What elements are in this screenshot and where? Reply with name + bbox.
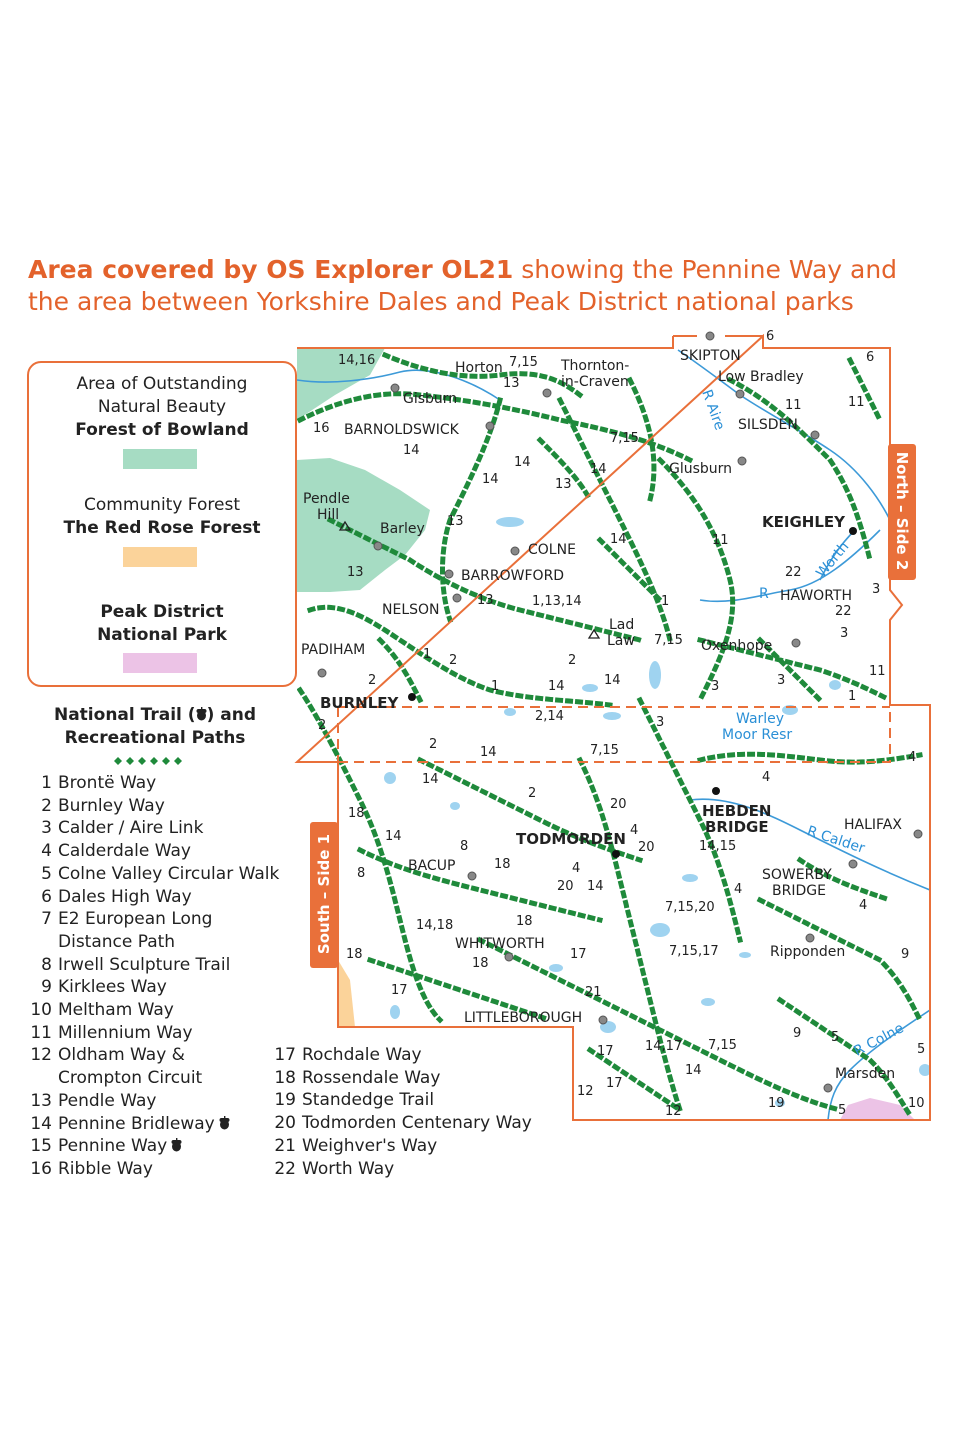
place-padiham: PADIHAM [301, 642, 366, 658]
tab-south-side-1 [310, 822, 338, 968]
place-barnoldswick: BARNOLDSWICK [344, 422, 459, 438]
place-littleborough: LITTLEBOROUGH [464, 1010, 583, 1026]
route-number-label: 8 [357, 866, 366, 881]
route-number-label: 11 [785, 398, 802, 413]
route-number-label: 3 [872, 582, 881, 597]
community-forest-area [338, 960, 355, 1027]
place-horton: Horton [455, 360, 503, 376]
trail-name: Calderdale Way [58, 841, 191, 862]
route-number-label: 7,15 [654, 633, 683, 648]
place-barley: Barley [380, 521, 425, 537]
trail-name: Colne Valley Circular Walk [58, 863, 280, 884]
trail-name: Ribble Way [58, 1158, 153, 1179]
route-number-label: 8 [460, 839, 469, 854]
trail-name: Oldham Way & [58, 1045, 185, 1066]
trail-name: Kirklees Way [58, 977, 167, 998]
route-number-label: 18 [348, 806, 365, 821]
route-number-label: 6 [766, 329, 775, 344]
route-number-label: 7,15 [590, 743, 619, 758]
aonb-line2: Natural Beauty [97, 397, 227, 417]
route-number-label: 14,15 [699, 839, 737, 854]
trail-number: 8 [41, 954, 52, 975]
place-hebden-1: HEBDEN [702, 802, 772, 820]
trail-number: 4 [41, 841, 52, 862]
route-number-label: 18 [346, 947, 363, 962]
route-number-label: 7,15,20 [665, 900, 715, 915]
route-number-label: 4 [908, 750, 917, 765]
tab-north-label: North – Side 2 [893, 451, 911, 571]
route-number-label: 1 [661, 594, 670, 609]
place-low-bradley: Low Bradley [718, 369, 804, 385]
route-number-label: 22 [835, 604, 852, 619]
river-colne: R Colne [851, 1020, 907, 1060]
route-number-label: 14 [587, 879, 604, 894]
place-lad-2: Law [607, 633, 635, 649]
place-warley-1: Warley [736, 711, 785, 727]
route-number-label: 6 [866, 350, 875, 365]
trail-number: 1 [41, 773, 52, 793]
trail-name: Distance Path [58, 931, 176, 952]
trail-number: 13 [30, 1090, 52, 1111]
place-ripponden: Ripponden [770, 944, 846, 960]
trail-number: 6 [41, 886, 52, 907]
trail-name: Standedge Trail [302, 1090, 435, 1111]
route-number-label: 1 [848, 689, 857, 704]
route-number-label: 19 [768, 1096, 785, 1111]
route-number-label: 9 [793, 1026, 802, 1041]
trail-number: 18 [274, 1067, 296, 1088]
route-number-label: 5 [917, 1042, 926, 1057]
trail-name: Millennium Way [58, 1022, 193, 1043]
route-number-label: 2,14 [535, 709, 564, 724]
tab-south-label: South – Side 1 [315, 833, 333, 955]
trail-name: Meltham Way [58, 1000, 174, 1020]
trail-number: 12 [30, 1045, 52, 1066]
route-number-label: 13 [477, 593, 494, 608]
route-number-label: 11 [869, 664, 886, 679]
place-pendle-1: Pendle [303, 491, 350, 507]
trail-name: Dales High Way [58, 886, 192, 907]
route-number-label: 22 [785, 565, 802, 580]
trail-name: Brontë Way [58, 773, 157, 793]
trail-name: Rossendale Way [302, 1067, 441, 1088]
route-number-label: 7,15,17 [669, 944, 719, 959]
route-number-label: 7,15 [708, 1038, 737, 1053]
peak-line1: Peak District [100, 602, 224, 622]
route-number-label: 2 [528, 786, 537, 801]
trail-name: Pendle Way [58, 1090, 157, 1111]
trail-name: Pennine Bridleway [58, 1113, 215, 1134]
map-title-bold: Area covered by OS Explorer OL21 [28, 255, 514, 284]
route-number-label: 4 [859, 898, 868, 913]
place-lad-1: Lad [609, 617, 635, 633]
place-barrowford: BARROWFORD [461, 568, 565, 584]
place-skipton: SKIPTON [680, 348, 741, 364]
trail-name: Worth Way [302, 1158, 395, 1179]
trail-number: 16 [30, 1158, 52, 1179]
river-calder: R Calder [804, 823, 867, 857]
trail-number: 19 [274, 1090, 296, 1111]
trail-number: 9 [41, 977, 52, 998]
trail-name: E2 European Long [58, 909, 213, 930]
trail-number: 11 [30, 1022, 52, 1043]
trails-title-a: National Trail ( [53, 705, 196, 725]
map-area-fill [297, 348, 931, 1120]
route-number-label: 2 [429, 737, 438, 752]
route-number-label: 3 [840, 626, 849, 641]
route-number-label: 14 [685, 1063, 702, 1078]
trail-number: 7 [41, 909, 52, 930]
place-gisburn: Gisburn [403, 391, 458, 407]
route-number-label: 3 [656, 715, 665, 730]
route-number-label: 18 [494, 857, 511, 872]
place-oxenhope: Oxenhope [701, 638, 773, 654]
route-number-label: 13 [503, 376, 520, 391]
place-haworth: HAWORTH [780, 588, 852, 604]
river-worth: Worth [813, 538, 853, 582]
route-number-label: 2 [449, 653, 458, 668]
route-number-label: 2 [368, 673, 377, 688]
route-number-label: 10 [908, 1096, 925, 1111]
trails-title-b: ) and [206, 705, 256, 725]
route-number-label: 14 [482, 472, 499, 487]
trail-name: Burnley Way [58, 795, 165, 816]
route-number-label: 14,16 [338, 353, 376, 368]
route-number-label: 14 [480, 745, 497, 760]
map-title-rest: showing the Pennine Way and the area between Yorkshire Dales and Peak District national parks [28, 255, 898, 316]
route-number-label: 7,15 [509, 355, 538, 370]
route-number-label: 5 [831, 1030, 840, 1045]
trail-number: 3 [41, 818, 52, 839]
route-number-label: 2 [568, 653, 577, 668]
route-number-label: 14,17 [645, 1039, 683, 1054]
community-line1: Community Forest [84, 495, 240, 515]
place-thornton-1: Thornton- [561, 358, 630, 374]
recreational-paths [300, 355, 920, 1115]
trail-name: Crompton Circuit [58, 1068, 203, 1089]
route-number-label: 14 [610, 532, 627, 547]
route-number-label: 21 [585, 985, 602, 1000]
trail-number: 10 [30, 1000, 52, 1020]
aonb-line1: Area of Outstanding [76, 374, 248, 394]
place-sowerby-2: BRIDGE [772, 883, 826, 899]
trail-number: 5 [41, 863, 52, 884]
route-number-label: 7,15 [610, 431, 639, 446]
route-number-label: 14 [548, 679, 565, 694]
route-number-label: 2 [318, 718, 327, 733]
place-thornton-2: in-Craven [561, 374, 629, 390]
route-number-label: 4 [572, 861, 581, 876]
place-whitworth: WHITWORTH [455, 936, 545, 952]
route-number-label: 4 [734, 882, 743, 897]
place-pendle-2: Hill [317, 507, 340, 523]
place-hebden-2: BRIDGE [705, 818, 769, 836]
trail-name: Irwell Sculpture Trail [58, 954, 231, 975]
river-r: R [759, 586, 769, 602]
route-number-label: 1,13,14 [532, 594, 582, 609]
route-number-label: 17 [597, 1044, 614, 1059]
route-number-label: 13 [347, 565, 364, 580]
route-number-label: 11 [848, 395, 865, 410]
route-number-label: 14 [422, 772, 439, 787]
trail-name: Weighver's Way [302, 1135, 438, 1156]
route-number-label: 14 [604, 673, 621, 688]
route-number-label: 1 [423, 647, 432, 662]
place-marsden: Marsden [835, 1066, 896, 1082]
place-burnley: BURNLEY [320, 694, 399, 712]
route-number-label: 17 [391, 983, 408, 998]
route-number-label: 20 [638, 840, 655, 855]
route-number-label: 9 [901, 947, 910, 962]
trail-number: 15 [30, 1136, 52, 1157]
route-number-label: 12 [665, 1104, 682, 1119]
place-halifax: HALIFAX [844, 817, 902, 833]
place-warley-2: Moor Resr [722, 727, 793, 743]
river-aire: R Aire [698, 387, 728, 433]
trail-name: Rochdale Way [302, 1045, 422, 1065]
route-number-label: 20 [610, 797, 627, 812]
community-name: The Red Rose Forest [63, 518, 261, 538]
route-number-label: 13 [555, 477, 572, 492]
route-number-label: 13 [447, 514, 464, 529]
route-number-label: 17 [570, 947, 587, 962]
trail-number: 22 [274, 1158, 296, 1179]
route-number-label: 14 [385, 829, 402, 844]
tab-north-side-2 [888, 444, 916, 580]
place-glusburn: Glusburn [669, 461, 733, 477]
place-silsden: SILSDEN [738, 417, 798, 433]
route-number-label: 18 [472, 956, 489, 971]
route-number-label: 14 [514, 455, 531, 470]
route-number-label: 14 [590, 462, 607, 477]
place-bacup: BACUP [408, 858, 456, 874]
trail-name: Pennine Way [58, 1136, 168, 1157]
trails-title-c: Recreational Paths [64, 728, 246, 748]
place-todmorden: TODMORDEN [516, 830, 626, 848]
place-nelson: NELSON [382, 602, 440, 618]
route-number-label: 17 [606, 1076, 623, 1091]
route-number-label: 4 [630, 823, 639, 838]
route-number-label: 4 [762, 770, 771, 785]
trail-number: 14 [30, 1113, 52, 1134]
route-number-label: 3 [777, 673, 786, 688]
place-keighley: KEIGHLEY [762, 513, 845, 531]
trail-number: 2 [41, 795, 52, 816]
route-number-label: 1 [491, 679, 500, 694]
trail-number: 21 [274, 1135, 296, 1156]
route-number-label: 20 [557, 879, 574, 894]
route-number-label: 18 [516, 914, 533, 929]
route-number-label: 14 [403, 443, 420, 458]
place-sowerby-1: SOWERBY [762, 867, 832, 883]
peak-line2: National Park [97, 625, 227, 645]
trail-number: 17 [274, 1045, 296, 1065]
route-number-label: 3 [711, 679, 720, 694]
aonb-name: Forest of Bowland [75, 420, 249, 440]
trail-name: Calder / Aire Link [58, 818, 204, 839]
route-number-label: 14,18 [416, 918, 454, 933]
route-number-label: 16 [313, 421, 330, 436]
trail-number: 20 [274, 1113, 296, 1134]
route-number-label: 12 [577, 1084, 594, 1099]
place-colne: COLNE [528, 542, 576, 558]
trail-name: Todmorden Centenary Way [302, 1113, 532, 1134]
route-number-label: 11 [712, 533, 729, 548]
route-number-label: 5 [838, 1103, 847, 1118]
